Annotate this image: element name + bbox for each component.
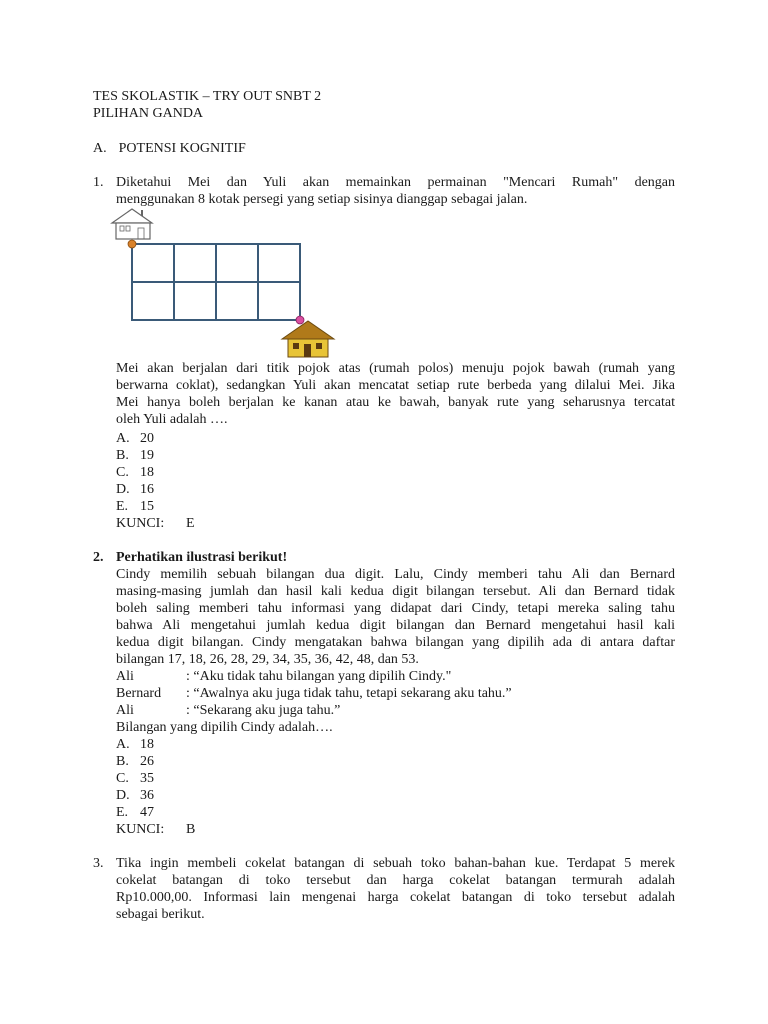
- q2-dialog-2: Bernard : “Awalnya aku juga tidak tahu, tetapi sekarang aku tahu.”: [116, 686, 512, 701]
- q2-option-d: D. 36: [116, 788, 154, 803]
- q2-option-b: B. 26: [116, 754, 154, 769]
- q2-option-a: A. 18: [116, 737, 154, 752]
- q2-dialog-1: Ali : “Aku tidak tahu bilangan yang dipilih Cindy.": [116, 669, 452, 684]
- section-letter: A.: [93, 141, 107, 156]
- q1-answer-key: KUNCI: E: [116, 516, 195, 531]
- q1-option-b: B. 19: [116, 448, 154, 463]
- q2-title: Perhatikan ilustrasi berikut!: [116, 550, 288, 565]
- end-point: [296, 316, 304, 324]
- q3-line-1: Tika ingin membeli cokelat batangan di sebuah toko bahan-bahan kue. Terdapat 5 merek: [116, 856, 675, 871]
- path-grid: [132, 244, 300, 320]
- start-point: [128, 240, 136, 248]
- q2-line-1: Cindy memilih sebuah bilangan dua digit. Lalu, Cindy memberi tahu Ali dan Bernard: [116, 567, 675, 582]
- q2-line-2: masing-masing jumlah dan hasil kali kedua digit bilangan tersebut. Ali dan Bernard tidak: [116, 584, 675, 599]
- q3-line-4: sebagai berikut.: [116, 907, 205, 922]
- q1-number: 1.: [93, 175, 104, 190]
- q1-body-line-2: berwarna coklat), sedangkan Yuli akan mencatat setiap rute berbeda yang dilalui Mei. Jika: [116, 378, 675, 393]
- q1-option-e: E. 15: [116, 499, 154, 514]
- q1-body-line-3: Mei hanya boleh berjalan ke kanan atau ke bawah, banyak rute yang seharusnya tercatat: [116, 395, 675, 410]
- q2-answer-key: KUNCI: B: [116, 822, 196, 837]
- q2-option-e: E. 47: [116, 805, 154, 820]
- q1-intro-line-2: menggunakan 8 kotak persegi yang setiap sisinya dianggap sebagai jalan.: [116, 192, 528, 207]
- q2-line-4: bahwa Ali mengetahui jumlah kedua digit bilangan dan Bernard mengetahui hasil kali: [116, 618, 675, 633]
- q3-line-3: Rp10.000,00. Informasi lain mengenai harga cokelat batangan di toko tersebut adalah: [116, 890, 675, 905]
- q1-grid-figure: [108, 205, 338, 360]
- q1-body-line-4: oleh Yuli adalah ….: [116, 412, 228, 427]
- q3-line-2: cokelat batangan di toko tersebut dan harga cokelat batangan termurah adalah: [116, 873, 675, 888]
- start-house-icon: [112, 209, 152, 239]
- q1-body-line-1: Mei akan berjalan dari titik pojok atas (rumah polos) menuju pojok bawah (rumah yang: [116, 361, 675, 376]
- section-heading: [93, 140, 246, 157]
- q2-option-c: C. 35: [116, 771, 154, 786]
- q3-number: 3.: [93, 856, 104, 871]
- q2-line-3: boleh saling memberi tahu informasi yang didapat dari Cindy, tetapi mereka saling tahu: [116, 601, 675, 616]
- test-title: TES SKOLASTIK – TRY OUT SNBT 2: [93, 89, 322, 104]
- q1-intro-line-1: Diketahui Mei dan Yuli akan memainkan permainan "Mencari Rumah" dengan: [116, 175, 675, 190]
- q2-dialog-3: Ali : “Sekarang aku juga tahu.”: [116, 703, 341, 718]
- q1-option-a: A. 20: [116, 431, 154, 446]
- q1-option-c: C. 18: [116, 465, 154, 480]
- q2-number: 2.: [93, 550, 104, 565]
- q2-line-5: kedua digit bilangan. Cindy mengatakan bahwa bilangan yang dipilih ada di antara daftar: [116, 635, 675, 650]
- q2-line-6: bilangan 17, 18, 26, 28, 29, 34, 35, 36, 42, 48, dan 53.: [116, 652, 419, 667]
- q2-question: Bilangan yang dipilih Cindy adalah….: [116, 720, 333, 735]
- q1-option-d: D. 16: [116, 482, 154, 497]
- test-subtitle: PILIHAN GANDA: [93, 106, 204, 121]
- section-title: POTENSI KOGNITIF: [118, 141, 246, 156]
- end-house-icon: [282, 321, 334, 357]
